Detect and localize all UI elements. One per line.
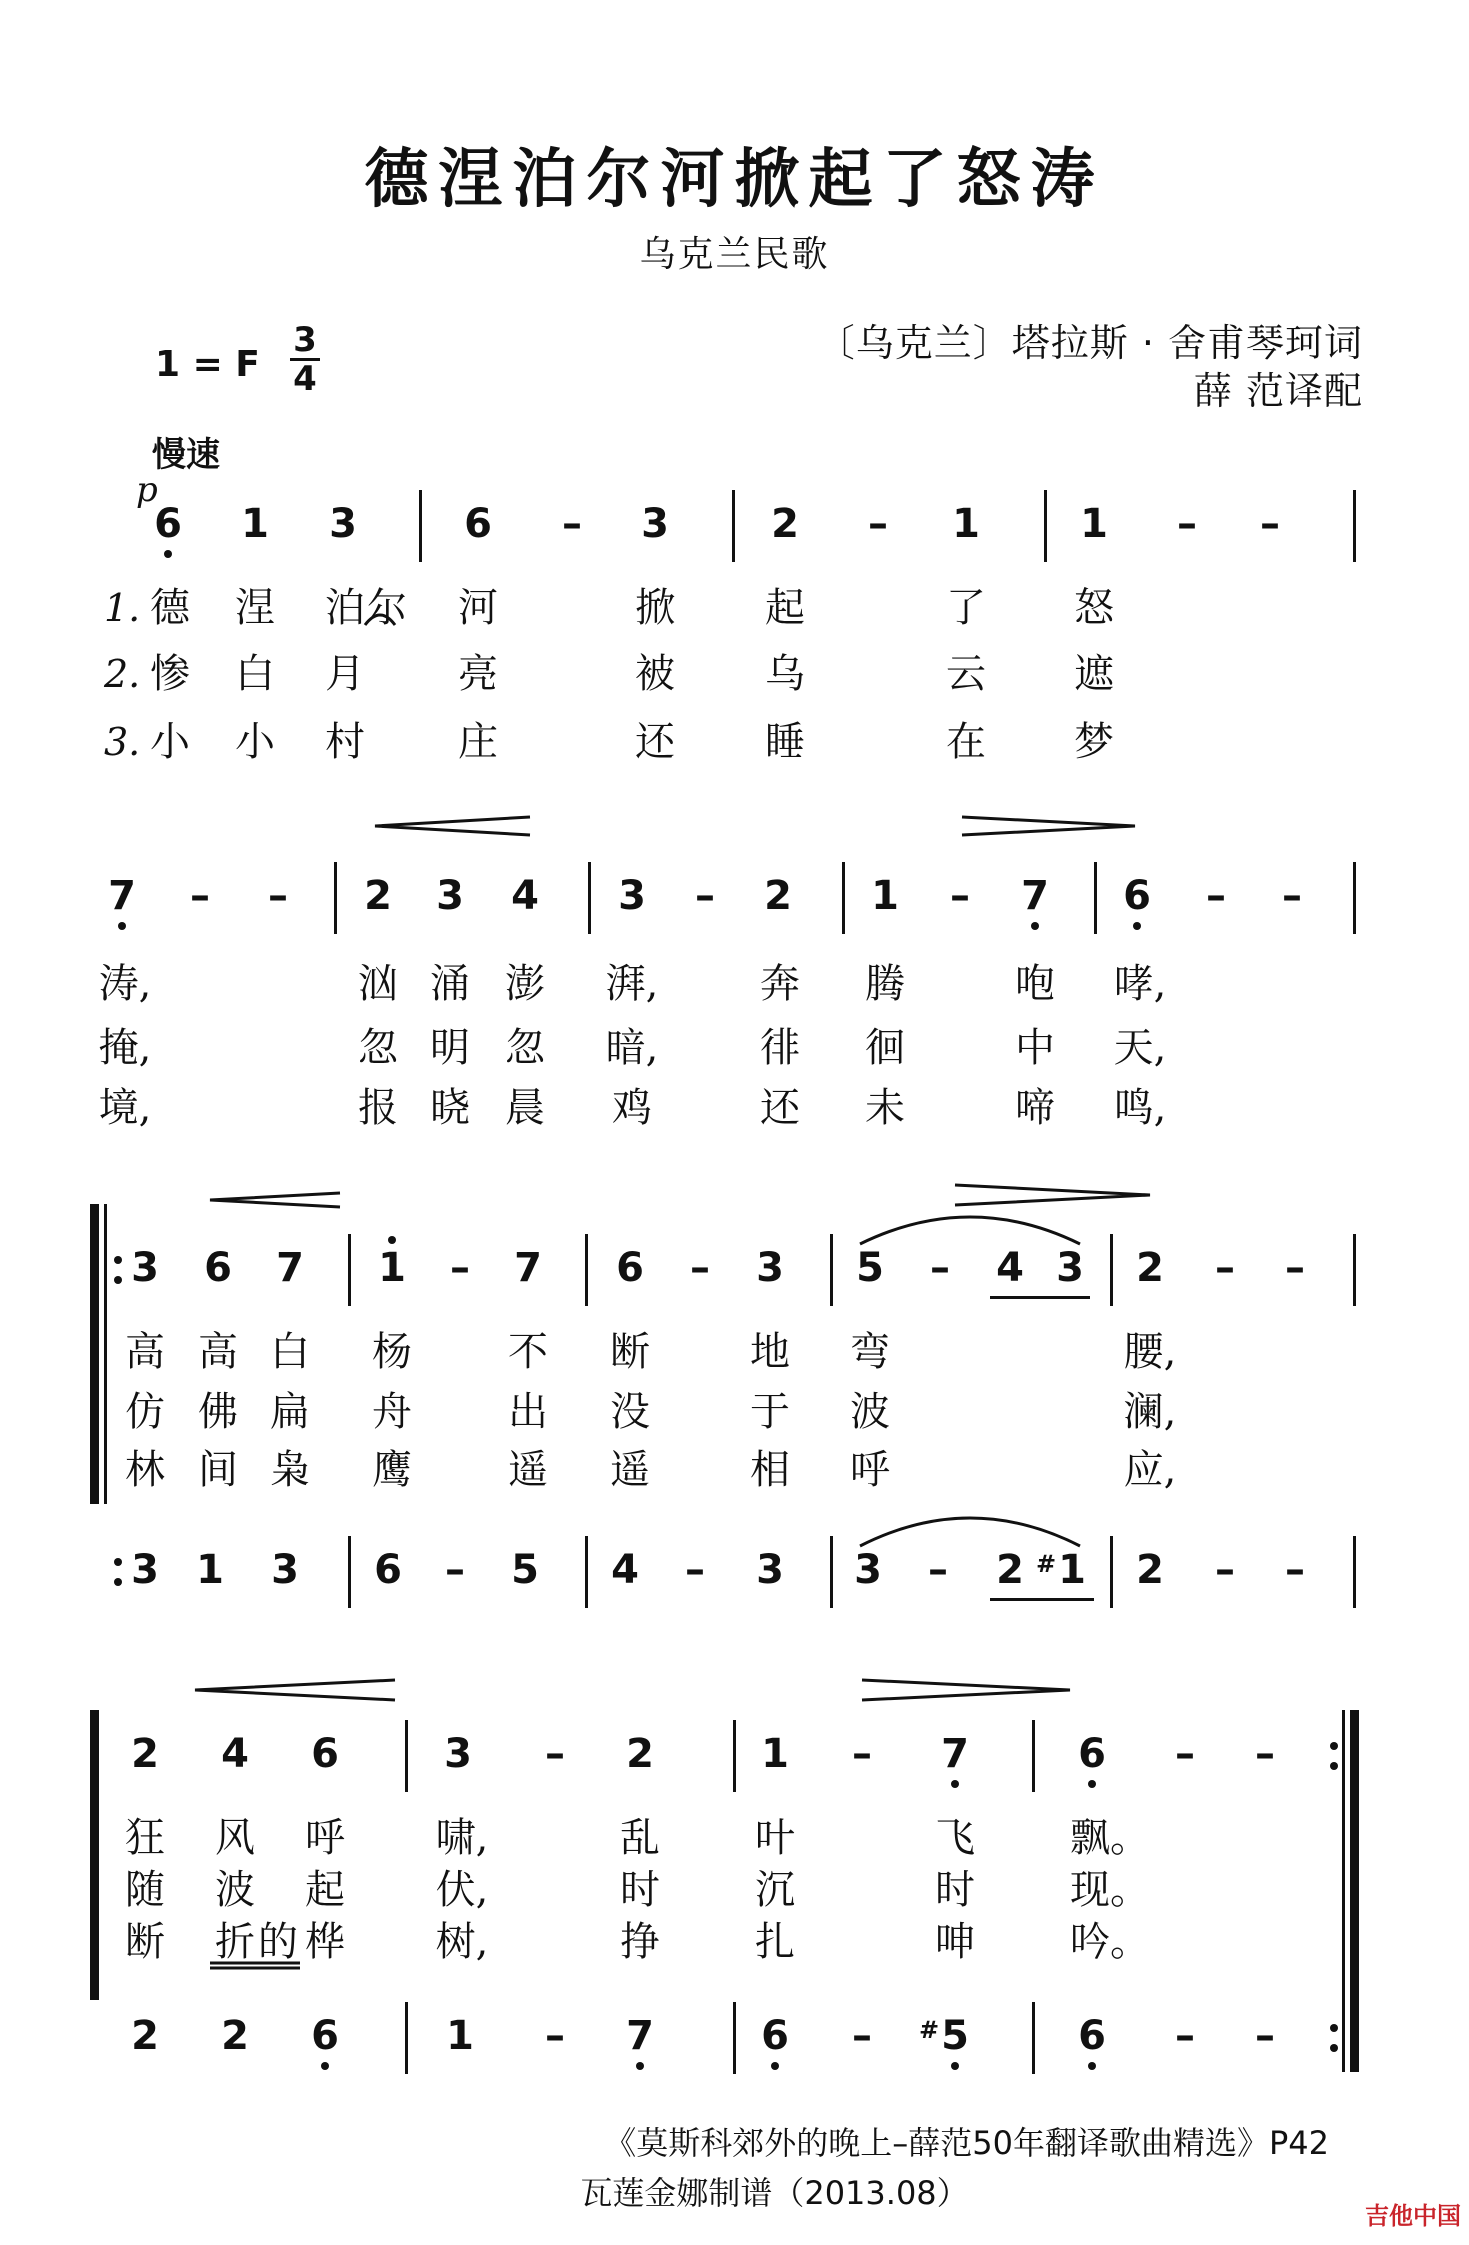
note: – [852,2013,872,2059]
note: 3 [444,1731,472,1777]
note: 1 [366,1244,418,1292]
note: 6 [1066,1730,1118,1778]
lyric: 高 [125,1329,165,1375]
lyric: 呻 [935,1919,975,1965]
verse-number: 2. [104,652,141,696]
note: 2 [364,873,392,919]
lyric: 桦 [305,1919,345,1965]
translator-credit: 薛 范译配 [1193,369,1363,413]
note: 7 [929,1730,981,1778]
note: 5 [856,1245,884,1291]
lyric: 不 [508,1329,548,1375]
tempo-marking: 慢速 [152,435,220,475]
note: # 1 [1046,1546,1098,1594]
eighth-note-underline [990,1296,1090,1299]
lyric: 汹 [358,961,398,1007]
note: 3 [131,1547,159,1593]
repeat-dot [1330,1762,1338,1770]
note: 1 [196,1547,224,1593]
crescendo-hairpin [375,817,530,835]
note: 2 [1136,1245,1164,1291]
lyric: 断 [610,1329,650,1375]
lyric: 呼 [850,1447,890,1493]
note: 6 [1111,872,1163,920]
slur [860,1217,1080,1244]
lyric: 呼 [305,1815,345,1861]
lyric: 咆 [1015,961,1055,1007]
lyric: 惨 [150,651,190,697]
lyric: 庄 [458,719,498,765]
lyric: 时 [620,1867,660,1913]
note: – [1215,1245,1235,1291]
lyric: 徊 [865,1025,905,1071]
note: – [545,2013,565,2059]
lyric: 腰, [1123,1329,1177,1375]
note: – [1282,873,1302,919]
repeat-end-thin-bar [1342,1710,1345,2000]
lyric: 忽 [505,1025,545,1071]
lyric: 明 [430,1025,470,1071]
note: 1 [952,501,980,547]
system-bracket [90,1710,99,2000]
barline [1353,1234,1356,1306]
note: – [685,1547,705,1593]
lyric: 中 [1015,1025,1055,1071]
lyric: 未 [865,1085,905,1131]
lyric: 高 [198,1329,238,1375]
note: – [190,873,210,919]
lyric: 梦 [1074,719,1114,765]
note: 6 [1066,2012,1118,2060]
verse-number: 3. [104,720,141,764]
lyric: 腾 [865,961,905,1007]
note: 6 [142,500,194,548]
note: 2 [771,501,799,547]
lyric: 河 [458,585,498,631]
note: 7 [276,1245,304,1291]
barline [405,2002,408,2074]
lyric: 尔 [367,585,407,631]
barline [585,1234,588,1306]
repeat-start-thin-bar [104,1204,107,1504]
lyric: 林 [125,1447,165,1493]
lyric: 仿 [125,1389,165,1435]
barline [1094,862,1097,934]
barline [1353,1536,1356,1608]
lyric: 涛, [98,961,152,1007]
note: 2 [131,1731,159,1777]
lyric: 啸, [435,1815,489,1861]
note: – [1206,873,1226,919]
lyric: 叶 [755,1815,795,1861]
note: 4 [511,873,539,919]
lyric: 小 [235,719,275,765]
barline [733,1720,736,1792]
dynamic-marking: p [136,470,158,510]
barline [842,862,845,934]
lyric: 还 [760,1085,800,1131]
crescendo-hairpin [210,1193,340,1207]
note: 5 [511,1547,539,1593]
note: – [1175,1731,1195,1777]
lyric: 枭 [270,1447,310,1493]
repeat-start-thick-bar [90,1204,99,1504]
time-signature-top: 3 [293,320,317,360]
verse-number: 1. [104,586,141,630]
repeat-dot [1330,2024,1338,2032]
note: – [1255,2013,1275,2059]
note: 2 [626,1731,654,1777]
lyric: 树, [435,1919,489,1965]
lyric: 弯 [850,1329,890,1375]
note: 3 [329,501,357,547]
lyric: 杨 [372,1329,412,1375]
lyric: 被 [635,651,675,697]
lyric: 的 [258,1919,298,1965]
lyric: 时 [935,1867,975,1913]
lyric: 怒 [1074,585,1114,631]
song-title: 德涅泊尔河掀起了怒涛 [364,142,1105,217]
lyric: 扎 [755,1919,795,1965]
lyric: 没 [610,1389,650,1435]
note: 1 [241,501,269,547]
lyric: 地 [750,1329,790,1375]
note: 3 [271,1547,299,1593]
note: 6 [311,1731,339,1777]
note: 1 [1080,501,1108,547]
lyric: 月 [325,651,365,697]
barline [348,1234,351,1306]
note: 6 [749,2012,801,2060]
note: – [1215,1547,1235,1593]
lyric: 了 [946,585,986,631]
lyric: 挣 [620,1919,660,1965]
decrescendo-hairpin [862,1680,1070,1700]
lyric: 遮 [1074,651,1114,697]
note: – [1255,1731,1275,1777]
note: 3 [854,1547,882,1593]
lyric: 啼 [1015,1085,1055,1131]
lyric: 暗, [605,1025,659,1071]
note: – [545,1731,565,1777]
lyric: 亮 [458,651,498,697]
lyric: 徘 [760,1025,800,1071]
barline [348,1536,351,1608]
lyric: 出 [508,1389,548,1435]
lyric: 掩, [98,1025,152,1071]
note: 1 [761,1731,789,1777]
note: 7 [614,2012,666,2060]
note: 7 [1009,872,1061,920]
eighth-note-underline [990,1598,1094,1601]
song-subtitle: 乌克兰民歌 [639,234,830,275]
lyric: 还 [635,719,675,765]
barline [830,1536,833,1608]
barline [419,490,422,562]
note: 3 [436,873,464,919]
repeat-dot [1330,2044,1338,2052]
lyric: 涌 [430,961,470,1007]
note: 7 [514,1245,542,1291]
lyricist-credit: 〔乌克兰〕塔拉斯 · 舍甫琴珂词 [816,321,1363,365]
repeat-end-thick-bar [1350,1710,1359,2000]
lyric: 吟。 [1070,1919,1150,1965]
note: 6 [616,1245,644,1291]
note: – [562,501,582,547]
lyric: 于 [750,1389,790,1435]
note: 4 [611,1547,639,1593]
lyric: 乱 [620,1815,660,1861]
barline [1044,490,1047,562]
note: – [950,873,970,919]
note: 3 [1056,1245,1084,1291]
note: 2 [996,1547,1024,1593]
lyric: 睡 [765,719,805,765]
lyric: 泊 [325,585,365,631]
note: – [268,873,288,919]
note: – [695,873,715,919]
lyric: 遥 [508,1447,548,1493]
crescendo-hairpin [195,1680,395,1700]
time-signature [290,322,320,397]
note: 6 [374,1547,402,1593]
note: 6 [204,1245,232,1291]
lyric: 天, [1113,1025,1167,1071]
note: – [1177,501,1197,547]
barline [405,1720,408,1792]
lyric: 鸣, [1113,1085,1167,1131]
lyric: 折 [215,1919,255,1965]
note: 2 [221,2013,249,2059]
lyric: 飞 [935,1815,975,1861]
lyric: 澜, [1123,1389,1177,1435]
site-watermark: 吉他中国 [1365,2202,1461,2230]
note: # 5 [929,2012,981,2060]
lyric: 起 [305,1867,345,1913]
note: – [690,1245,710,1291]
note: – [1285,1547,1305,1593]
note: 4 [996,1245,1024,1291]
lyric: 舟 [372,1389,412,1435]
sharp-accidental: # [1036,1550,1057,1578]
lyric: 哮, [1113,961,1167,1007]
lyric: 狂 [125,1815,165,1861]
lyric: 沉 [755,1867,795,1913]
lyric: 起 [765,585,805,631]
decrescendo-hairpin [962,817,1135,835]
lyric: 湃, [605,961,659,1007]
note: – [450,1245,470,1291]
lyric: 村 [325,719,365,765]
lyric: 应, [1123,1447,1177,1493]
note: 3 [131,1245,159,1291]
barline [585,1536,588,1608]
note: 3 [756,1245,784,1291]
lyric: 佛 [198,1389,238,1435]
decrescendo-hairpin [955,1185,1150,1205]
note: – [928,1547,948,1593]
barline [1110,1536,1113,1608]
lyric: 乌 [765,651,805,697]
note: – [1285,1245,1305,1291]
lyric: 波 [215,1867,255,1913]
lyric: 报 [358,1085,398,1131]
key-signature: 1 = F [155,344,260,385]
lyric: 飘。 [1070,1815,1150,1861]
note: 2 [764,873,792,919]
lyric: 现。 [1070,1867,1150,1913]
lyric: 波 [850,1389,890,1435]
lyric: 白 [270,1329,310,1375]
lyric: 涅 [235,585,275,631]
lyric: 风 [215,1815,255,1861]
score-maker: 瓦莲金娜制谱（2013.08） [580,2174,969,2212]
note: 3 [618,873,646,919]
lyric: 晨 [505,1085,545,1131]
repeat-end-thin-bar [1342,1992,1345,2072]
note: – [1260,501,1280,547]
note: 6 [464,501,492,547]
lyric: 在 [946,719,986,765]
lyric: 云 [946,651,986,697]
barline [1032,1720,1035,1792]
lyric: 掀 [635,585,675,631]
lyric: 扁 [270,1389,310,1435]
note: 6 [299,2012,351,2060]
barline [1032,2002,1035,2074]
lyric: 断 [125,1919,165,1965]
lyric: 德 [150,585,190,631]
barline [1353,862,1356,934]
lyric: 奔 [760,961,800,1007]
note: 4 [221,1731,249,1777]
note: 2 [131,2013,159,2059]
note: – [868,501,888,547]
lyric: 鸡 [612,1085,652,1131]
barline [334,862,337,934]
barline [830,1234,833,1306]
time-signature-bottom: 4 [293,359,317,399]
sharp-accidental: # [919,2016,940,2044]
note: – [852,1731,872,1777]
barline [733,2002,736,2074]
lyric: 伏, [435,1867,489,1913]
note: – [930,1245,950,1291]
lyric: 晓 [430,1085,470,1131]
note: – [1175,2013,1195,2059]
lyric: 遥 [610,1447,650,1493]
note: 1 [871,873,899,919]
barline [1353,490,1356,562]
source-reference: 《莫斯科郊外的晚上–薛范50年翻译歌曲精选》P42 [604,2124,1329,2162]
note: 7 [96,872,148,920]
repeat-end-thick-bar [1350,1992,1359,2072]
repeat-dot [1330,1742,1338,1750]
barline [1110,1234,1113,1306]
lyric: 随 [125,1867,165,1913]
barline [732,490,735,562]
lyric: 澎 [505,961,545,1007]
lyric: 境, [98,1085,152,1131]
note: 1 [446,2013,474,2059]
lyric: 忽 [358,1025,398,1071]
barline [588,862,591,934]
lyric: 间 [198,1447,238,1493]
note: 2 [1136,1547,1164,1593]
lyric: 鹰 [372,1447,412,1493]
lyric: 白 [235,651,275,697]
note: 3 [641,501,669,547]
lyric: 相 [750,1447,790,1493]
lyric: 小 [150,719,190,765]
note: 3 [756,1547,784,1593]
note: – [445,1547,465,1593]
